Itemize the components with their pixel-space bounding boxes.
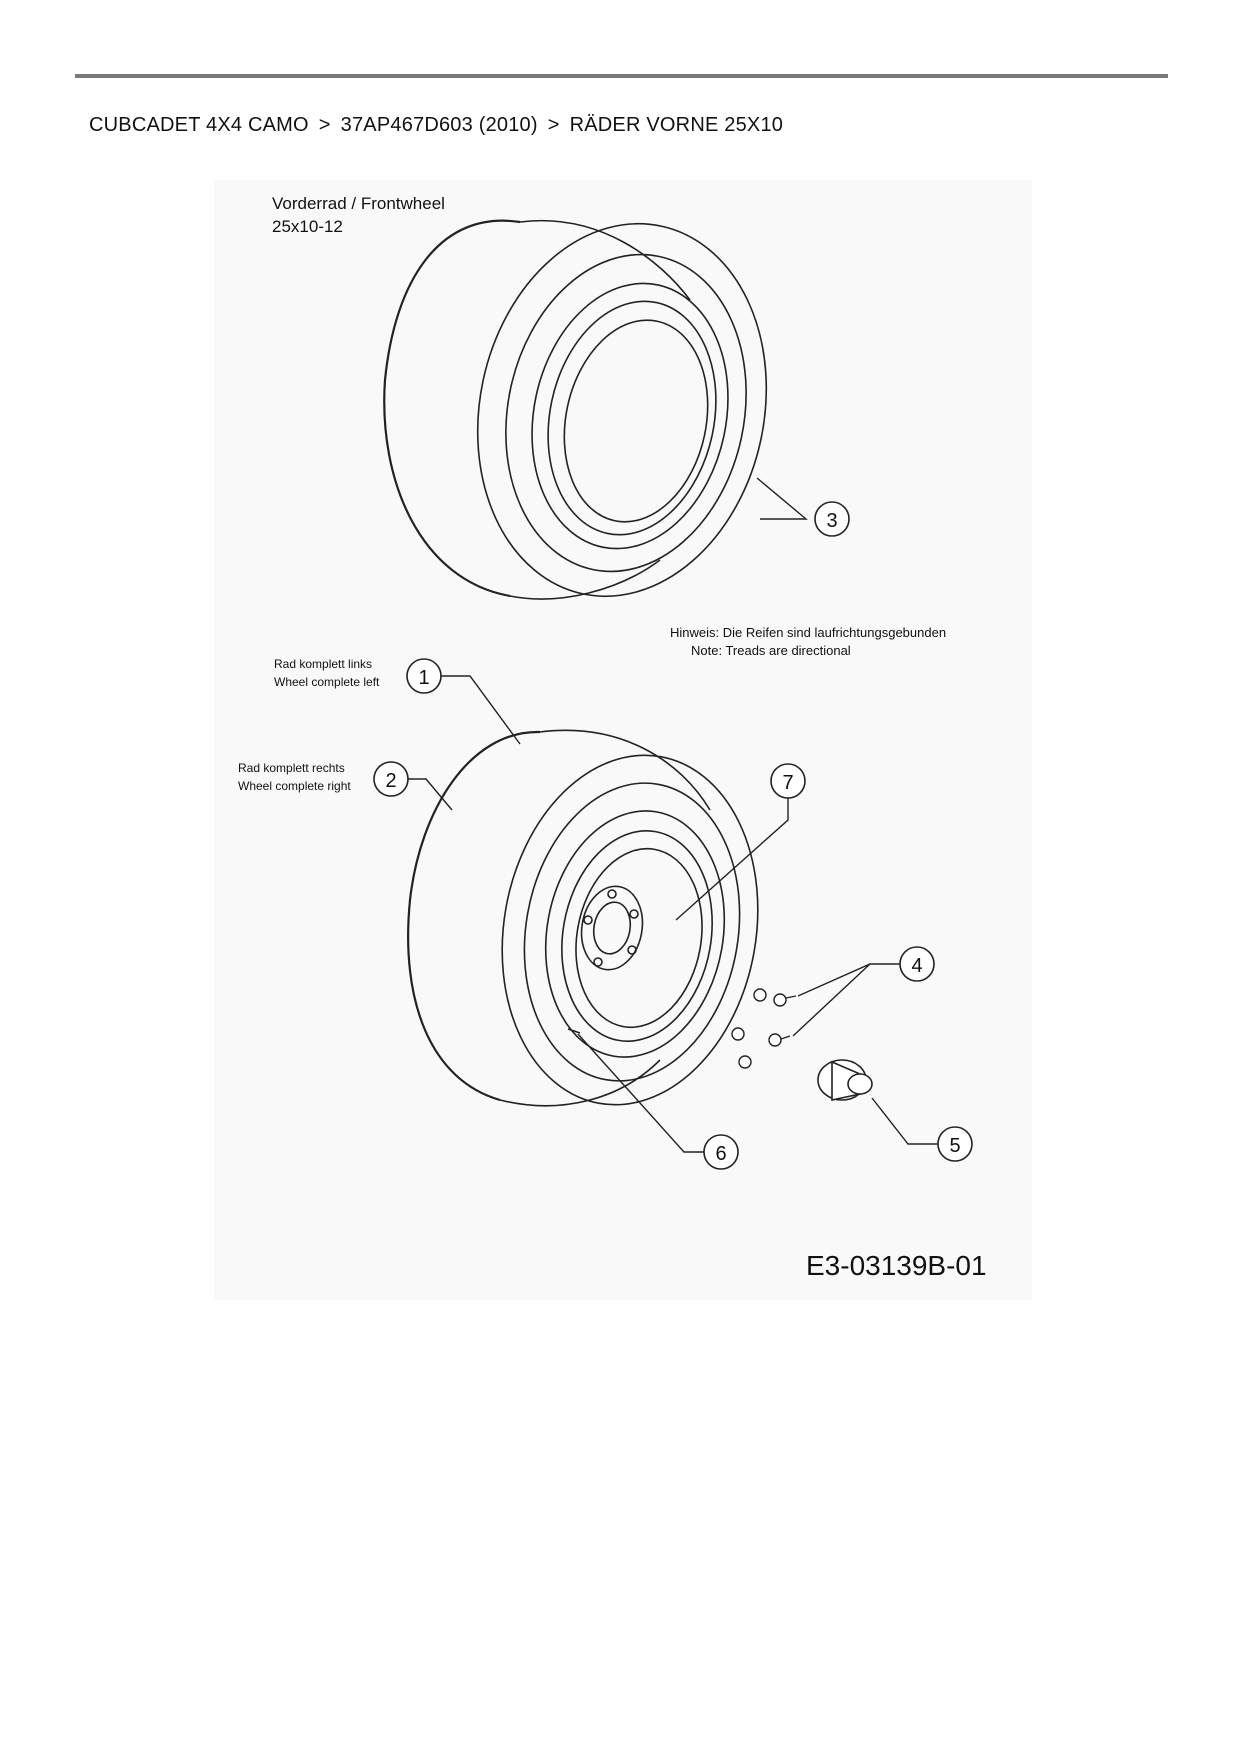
breadcrumb-separator: > (318, 114, 331, 136)
breadcrumb-item-model[interactable]: CUBCADET 4X4 CAMO (89, 114, 309, 136)
label-wheel-left-en: Wheel complete left (274, 675, 380, 689)
callout-number: 6 (715, 1143, 727, 1165)
note-english: Note: Treads are directional (691, 643, 851, 658)
diagram-title: Vorderrad / Frontwheel (272, 194, 445, 213)
label-wheel-left-de: Rad komplett links (274, 657, 373, 671)
breadcrumb (89, 114, 783, 137)
callout-number: 3 (826, 510, 838, 532)
tire-size-label: 25x10-12 (272, 217, 343, 236)
callout-number: 2 (385, 770, 397, 792)
breadcrumb-item-section: RÄDER VORNE 25X10 (569, 114, 784, 136)
label-wheel-right-de: Rad komplett rechts (238, 761, 345, 775)
callout-number: 7 (782, 772, 794, 794)
breadcrumb-item-part-number[interactable]: 37AP467D603 (2010) (340, 114, 538, 136)
callout-number: 5 (949, 1135, 961, 1157)
label-wheel-right-en: Wheel complete right (238, 779, 351, 793)
top-rule (75, 74, 1168, 78)
breadcrumb-separator: > (547, 114, 560, 136)
callout-number: 1 (418, 667, 430, 689)
parts-diagram (214, 180, 1032, 1300)
callout-number: 4 (911, 955, 923, 977)
drawing-number: E3-03139B-01 (806, 1250, 987, 1281)
note-german: Hinweis: Die Reifen sind laufrichtungsgebunden (670, 625, 947, 640)
